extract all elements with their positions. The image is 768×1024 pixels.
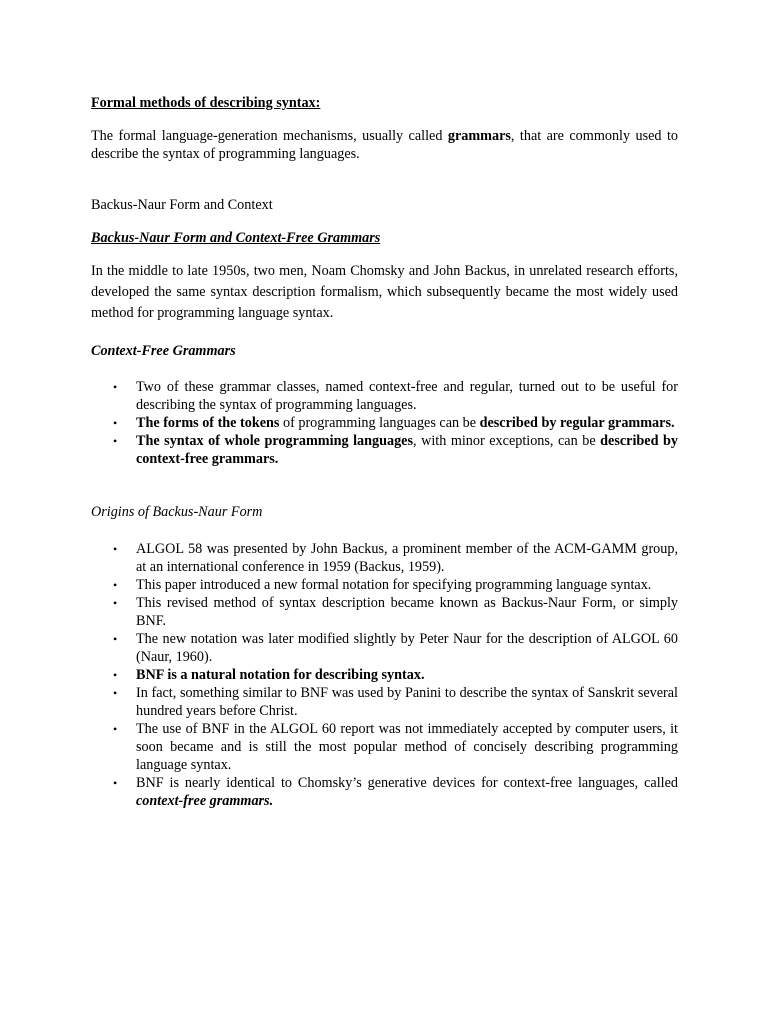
list-item-text: The new notation was later modified slightly by Peter Naur for the description of ALGOL 60 (Naur, 1960).	[136, 631, 678, 665]
bullet-icon: •	[113, 668, 118, 682]
list-item-text: Two of these grammar classes, named context-free and regular, turned out to be useful for describing the syntax of programming languages.	[136, 379, 678, 413]
list-item	[91, 666, 678, 684]
intro-bold-grammars: grammars	[447, 128, 511, 144]
bullet-icon: •	[113, 434, 118, 448]
list-item-text: This revised method of syntax description became known as Backus-Naur Form, or simply BNF.	[136, 595, 678, 629]
list-item	[91, 594, 678, 630]
list-item-text: In fact, something similar to BNF was used by Panini to describe the syntax of Sanskrit several hundred years before Christ.	[136, 685, 678, 719]
list-item	[91, 630, 678, 666]
origins-bullet-list	[91, 540, 678, 810]
list-item	[91, 576, 678, 594]
history-paragraph: In the middle to late 1950s, two men, Noam Chomsky and John Backus, in unrelated research efforts, developed the same syntax description formalism, which subsequently became the most widely used method for programming language syntax.	[91, 263, 678, 321]
cfg-bullet-list	[91, 378, 678, 468]
intro-text-after: , that are commonly used to describe the syntax of programming languages.	[91, 128, 678, 162]
bullet-icon: •	[113, 722, 118, 736]
bnf-context-line: Backus-Naur Form and Context	[91, 197, 273, 213]
list-item	[91, 684, 678, 720]
intro-paragraph	[91, 127, 678, 163]
list-item-bold: described by regular grammars.	[479, 415, 675, 431]
heading-context-free-grammars: Context-Free Grammars	[91, 343, 236, 359]
intro-text-before: The formal language-generation mechanisms, usually called	[91, 128, 448, 144]
bullet-icon: •	[113, 578, 118, 592]
list-item-text: The use of BNF in the ALGOL 60 report was not immediately accepted by computer users, it soon became and is still the most popular method of concisely describing programming language syntax.	[136, 721, 678, 773]
bullet-icon: •	[113, 776, 118, 790]
list-item-text: This paper introduced a new formal notation for specifying programming language syntax.	[136, 577, 652, 593]
bullet-icon: •	[113, 416, 118, 430]
list-item-bold: BNF is a natural notation for describing syntax.	[136, 667, 425, 683]
heading-origins-bnf: Origins of Backus-Naur Form	[91, 504, 263, 520]
list-item-bold: The forms of the tokens	[136, 415, 280, 431]
bullet-icon: •	[113, 596, 118, 610]
bullet-icon: •	[113, 380, 118, 394]
list-item	[91, 540, 678, 576]
list-item	[91, 414, 678, 432]
list-item-text: BNF is nearly identical to Chomsky’s generative devices for context-free languages, called	[136, 775, 678, 791]
list-item	[91, 432, 678, 468]
bullet-icon: •	[113, 632, 118, 646]
list-item	[91, 378, 678, 414]
bullet-icon: •	[113, 542, 118, 556]
list-item-bold: described by context-free grammars.	[136, 433, 678, 467]
heading-formal-methods: Formal methods of describing syntax:	[91, 95, 321, 111]
list-item-bold-italic: context-free grammars.	[136, 793, 274, 809]
list-item	[91, 720, 678, 774]
heading-bnf-cfg: Backus-Naur Form and Context-Free Grammars	[91, 230, 381, 246]
list-item-text: ALGOL 58 was presented by John Backus, a prominent member of the ACM-GAMM group, at an international conference in 1959 (Backus, 1959).	[136, 541, 678, 575]
list-item-text: of programming languages can be	[279, 415, 480, 431]
bullet-icon: •	[113, 686, 118, 700]
list-item-text: , with minor exceptions, can be	[413, 433, 601, 449]
list-item	[91, 774, 678, 810]
list-item-bold: The syntax of whole programming languages	[136, 433, 413, 449]
